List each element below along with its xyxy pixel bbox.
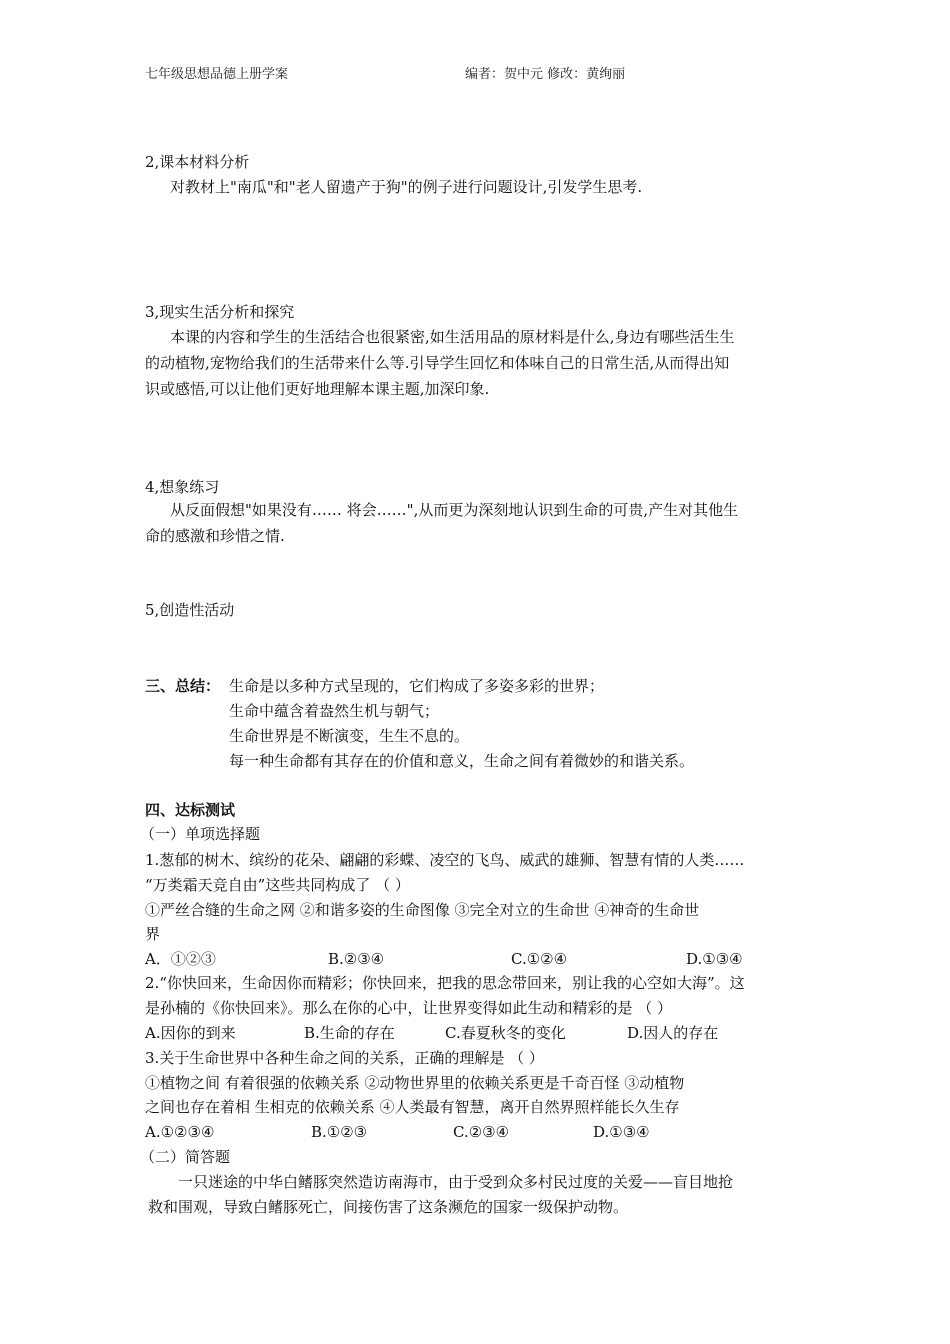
section3-line: 识或感悟,可以让他们更好地理解本课主题,加深印象. [145,380,490,398]
question-3-statements: ①植物之间 有着很强的依赖关系 ②动物世界里的依赖关系更是千奇百怪 ③动植物 [145,1074,685,1092]
question-3-option-d: D.①③④ [593,1123,650,1141]
question-2-stem: 2.“你快回来，生命因你而精彩；你快回来，把我的思念带回来，别让我的心空如大海”。这 [145,974,745,992]
question-1-statements: 界 [145,925,161,943]
section3-line: 的动植物,宠物给我们的生活带来什么等.引导学生回忆和体味自己的日常生活,从而得出知 [145,354,730,372]
question-2-stem: 是孙楠的《你快回来》。那么在你的心中，让世界变得如此生动和精彩的是 （ ） [145,999,673,1017]
question-1-option-a: A．①②③ [145,950,216,968]
question-2-option-c: C.春夏秋冬的变化 [445,1024,566,1042]
question-1-statements: ①严丝合缝的生命之网 ②和谐多姿的生命图像 ③完全对立的生命世 ④神奇的生命世 [145,901,700,919]
essay-line: 一只迷途的中华白鳍豚突然造访南海市，由于受到众多村民过度的关爱——盲目地抢 [178,1173,734,1191]
question-1-option-d: D.①③④ [686,950,743,968]
section3-title: 3,现实生活分析和探究 [145,303,295,321]
question-1-stem: “万类霜天竞自由”这些共同构成了 （ ） [145,876,410,894]
section2-title: 2,课本材料分析 [145,153,250,171]
section4-line: 从反面假想"如果没有…… 将会……",从而更为深刻地认识到生命的可贵,产生对其他生 [170,501,739,519]
question-1-option-b: B.②③④ [328,950,385,968]
section3-line: 本课的内容和学生的生活结合也很紧密,如生活用品的原材料是什么,身边有哪些活生生 [170,328,735,346]
question-2-option-b: B.生命的存在 [304,1024,395,1042]
question-3-option-b: B.①②③ [311,1123,368,1141]
section4-line: 命的感激和珍惜之情. [145,527,285,545]
question-2-option-d: D.因人的存在 [627,1024,719,1042]
test-part2-title: （二）简答题 [140,1148,231,1166]
header-editor-info: 编者：贺中元 修改：黄绚丽 [465,67,626,82]
question-1-option-c: C.①②④ [511,950,568,968]
summary-line: 每一种生命都有其存在的价值和意义，生命之间有着微妙的和谐关系。 [229,752,695,770]
question-3-option-a: A.①②③④ [145,1123,215,1141]
essay-line: 救和围观，导致白鳍豚死亡，间接伤害了这条濒危的国家一级保护动物。 [148,1198,629,1216]
summary-line: 生命是以多种方式呈现的，它们构成了多姿多彩的世界； [229,677,605,695]
section4-title: 4,想象练习 [145,478,220,496]
question-1-stem: 1.葱郁的树木、缤纷的花朵、翩翩的彩蝶、凌空的飞鸟、威武的雄狮、智慧有情的人类…… [145,851,745,869]
header-course-title: 七年级思想品德上册学案 [145,67,289,82]
test-title: 四、达标测试 [145,801,236,819]
summary-line: 生命中蕴含着盎然生机与朝气； [229,702,440,720]
question-3-stem: 3.关于生命世界中各种生命之间的关系，正确的理解是 （ ） [145,1049,544,1067]
question-3-option-c: C.②③④ [453,1123,510,1141]
question-2-option-a: A.因你的到来 [145,1024,236,1042]
section5-title: 5,创造性活动 [145,601,235,619]
question-3-statements: 之间也存在着相 生相克的依赖关系 ④人类最有智慧，离开自然界照样能长久生存 [145,1098,680,1116]
summary-line: 生命世界是不断演变，生生不息的。 [229,727,470,745]
summary-label: 三、总结： [145,677,221,695]
test-part1-title: （一）单项选择题 [140,825,261,843]
section2-body: 对教材上"南瓜"和"老人留遗产于狗"的例子进行问题设计,引发学生思考. [170,178,643,196]
